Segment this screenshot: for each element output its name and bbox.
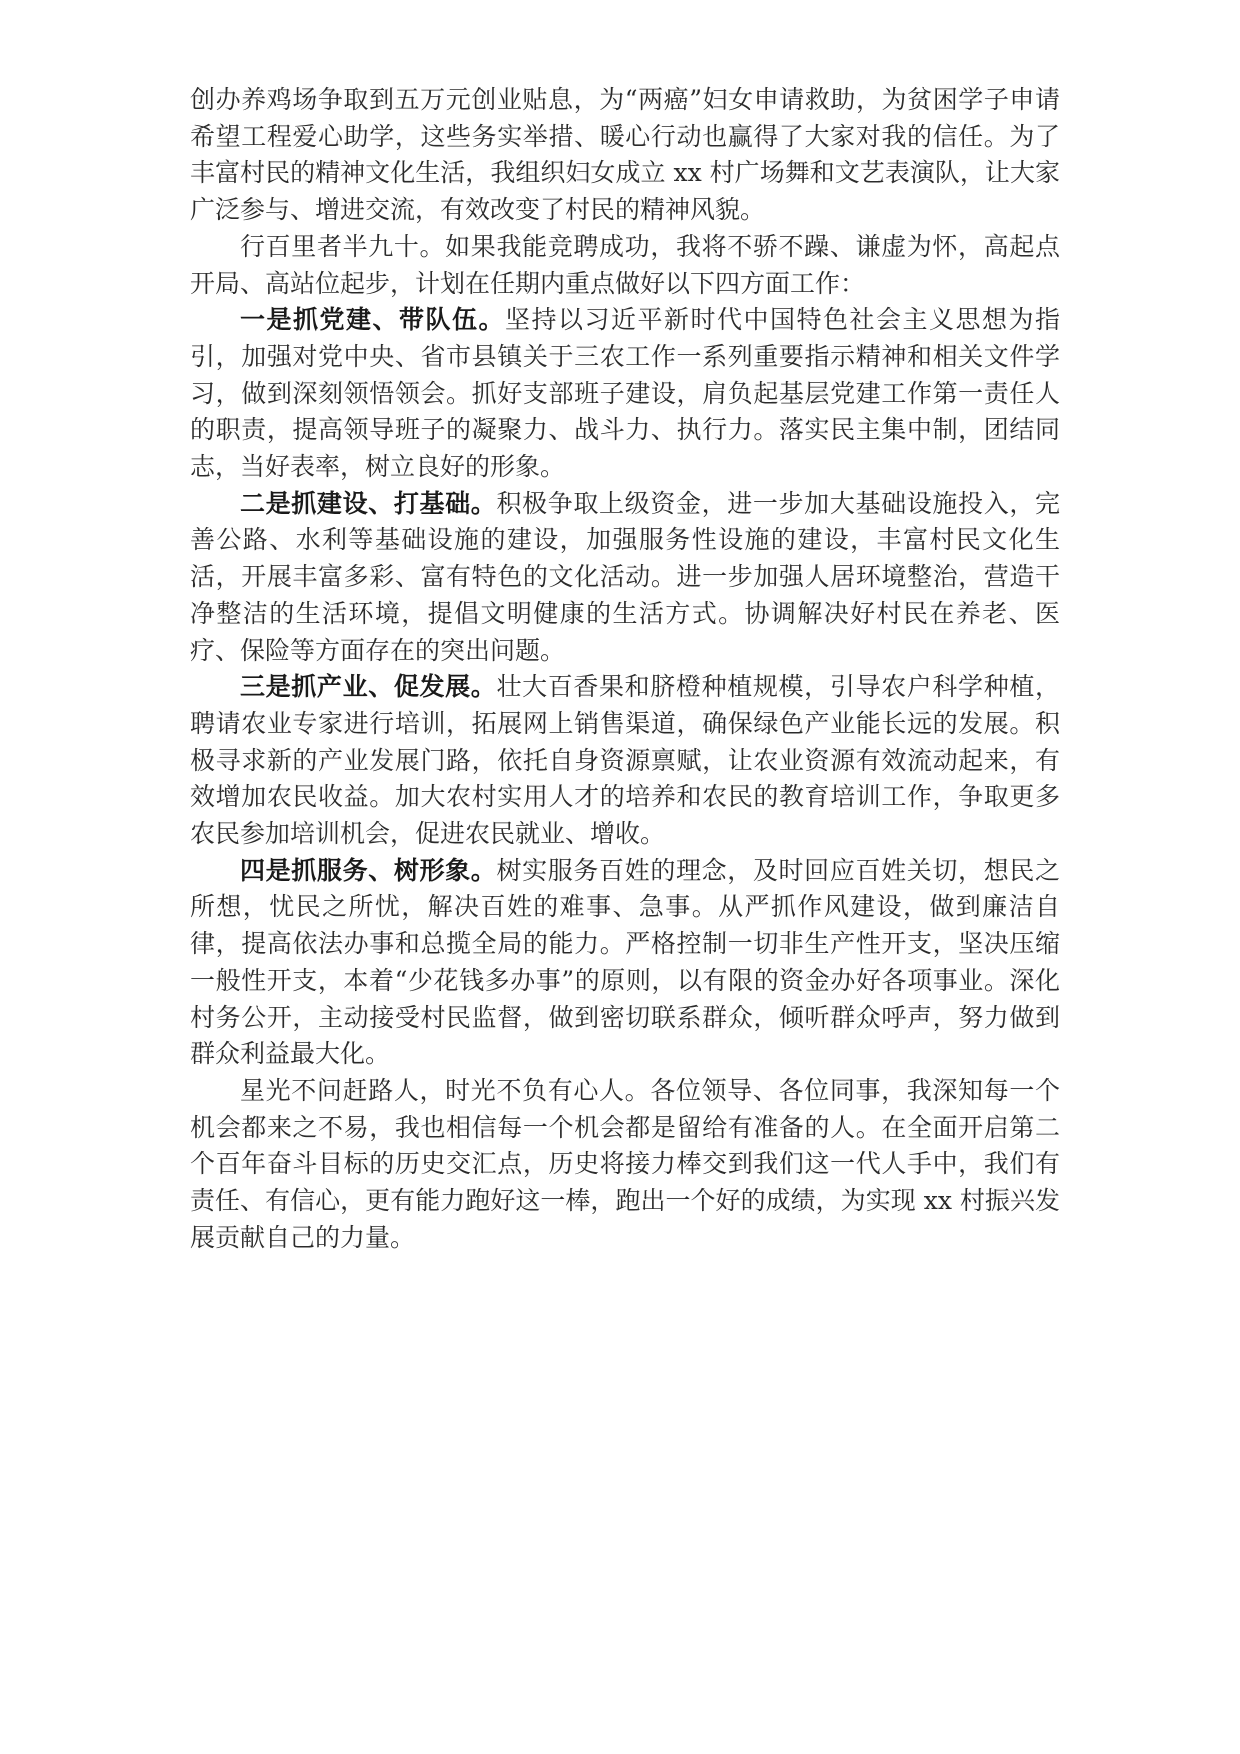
paragraph-service [190,853,1060,1073]
paragraph-industry [190,669,1060,853]
paragraph-text: 壮大百香果和脐橙种植规模，引导农户科学种植，聘请农业专家进行培训，拓展网上销售渠道，确保绿色产业能长远的发展。积极寻求新的产业发展门路，依托自身资源禀赋，让农业资源有效流动起来，有效增加农民收益。加大农村实用人才的培养和农民的教育培训工作，争取更多农民参加培训机会，促进农民就业、增收。 [190,672,1060,849]
paragraph-closing [190,1073,1060,1257]
paragraph-party-building [190,302,1060,486]
document-page [190,82,1060,1257]
paragraph-lead-heading: 四是抓服务、树形象。 [240,855,497,885]
paragraph-text: 行百里者半九十。如果我能竞聘成功，我将不骄不躁、谦虚为怀，高起点开局、高站位起步，计划在任期内重点做好以下四方面工作： [190,231,1060,298]
paragraph-text: 积极争取上级资金，进一步加大基础设施投入，完善公路、水利等基础设施的建设，加强服务性设施的建设，丰富村民文化生活，开展丰富多彩、富有特色的文化活动。进一步加强人居环境整治，营造干净整洁的生活环境，提倡文明健康的生活方式。协调解决好村民在养老、医疗、保险等方面存在的突出问题。 [190,488,1060,665]
paragraph-infrastructure [190,486,1060,670]
paragraph-lead-heading: 二是抓建设、打基础。 [240,488,497,518]
paragraph-text: 星光不问赶路人，时光不负有心人。各位领导、各位同事，我深知每一个机会都来之不易，我也相信每一个机会都是留给有准备的人。在全面开启第二个百年奋斗目标的历史交汇点，历史将接力棒交到我们这一代人手中，我们有责任、有信心，更有能力跑好这一棒，跑出一个好的成绩，为实现 xx 村振兴发展贡献自己的力量。 [190,1075,1060,1252]
paragraph-continued [190,82,1060,229]
paragraph-lead-heading: 一是抓党建、带队伍。 [240,305,505,335]
paragraph-intro [190,229,1060,302]
paragraph-text: 树实服务百姓的理念，及时回应百姓关切，想民之所想，忧民之所忧，解决百姓的难事、急事。从严抓作风建设，做到廉洁自律，提高依法办事和总揽全局的能力。严格控制一切非生产性开支，坚决压缩一般性开支，本着“少花钱多办事”的原则，以有限的资金办好各项事业。深化村务公开，主动接受村民监督，做到密切联系群众，倾听群众呼声，努力做到群众利益最大化。 [190,855,1060,1069]
paragraph-lead-heading: 三是抓产业、促发展。 [240,672,497,702]
paragraph-text: 创办养鸡场争取到五万元创业贴息，为“两癌”妇女申请救助，为贫困学子申请希望工程爱心助学，这些务实举措、暖心行动也赢得了大家对我的信任。为了丰富村民的精神文化生活，我组织妇女成立 xx 村广场舞和文艺表演队，让大家广泛参与、增进交流，有效改变了村民的精神风貌。 [190,85,1060,225]
paragraph-text: 坚持以习近平新时代中国特色社会主义思想为指引，加强对党中央、省市县镇关于三农工作一系列重要指示精神和相关文件学习，做到深刻领悟领会。抓好支部班子建设，肩负起基层党建工作第一责任人的职责，提高领导班子的凝聚力、战斗力、执行力。落实民主集中制，团结同志，当好表率，树立良好的形象。 [190,305,1060,482]
